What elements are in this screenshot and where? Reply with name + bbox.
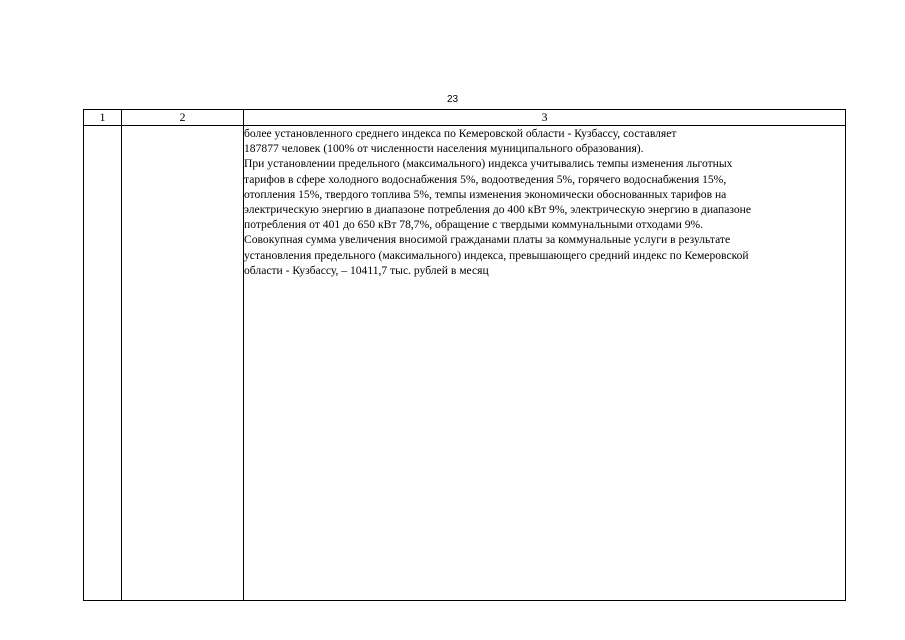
paragraph-population — [244, 126, 845, 156]
cell-col-2 — [122, 126, 244, 601]
text-line: потребления от 401 до 650 кВт 78,7%, обращение с твердыми коммунальными отходами 9%. — [244, 218, 704, 232]
cell-col-3 — [244, 126, 846, 601]
text-line: электрическую энергию в диапазоне потребления до 400 кВт 9%, электрическую энергию в диапазоне — [244, 203, 752, 217]
text-line: установления предельного (максимального) индекса, превышающего средний индекс по Кемеровской — [244, 248, 749, 262]
page-number: 23 — [446, 94, 459, 105]
table-row — [84, 126, 846, 601]
document-table — [83, 109, 846, 601]
table-header-row — [84, 110, 846, 126]
column-header-1: 1 — [84, 110, 122, 126]
paragraph-total-sum — [244, 232, 845, 278]
column-header-3: 3 — [244, 110, 846, 126]
text-line: 187877 человек (100% от численности населения муниципального образования). — [244, 142, 644, 156]
text-line: Совокупная сумма увеличения вносимой гражданами платы за коммунальные услуги в результате — [244, 233, 731, 247]
text-line: более установленного среднего индекса по Кемеровской области - Кузбассу, составляет — [244, 127, 677, 140]
text-line: отопления 15%, твердого топлива 5%, темпы изменения экономически обоснованных тарифов на — [244, 187, 727, 201]
text-line: При установлении предельного (максимального) индекса учитывались темпы изменения льготных — [244, 157, 733, 171]
text-line: тарифов в сфере холодного водоснабжения 5%, водоотведения 5%, горячего водоснабжения 15%, — [244, 172, 727, 186]
cell-col-1 — [84, 126, 122, 601]
paragraph-tariffs — [244, 156, 845, 232]
text-line: области - Кузбассу, – 10411,7 тыс. рублей в месяц — [244, 263, 489, 277]
column-header-2: 2 — [122, 110, 244, 126]
